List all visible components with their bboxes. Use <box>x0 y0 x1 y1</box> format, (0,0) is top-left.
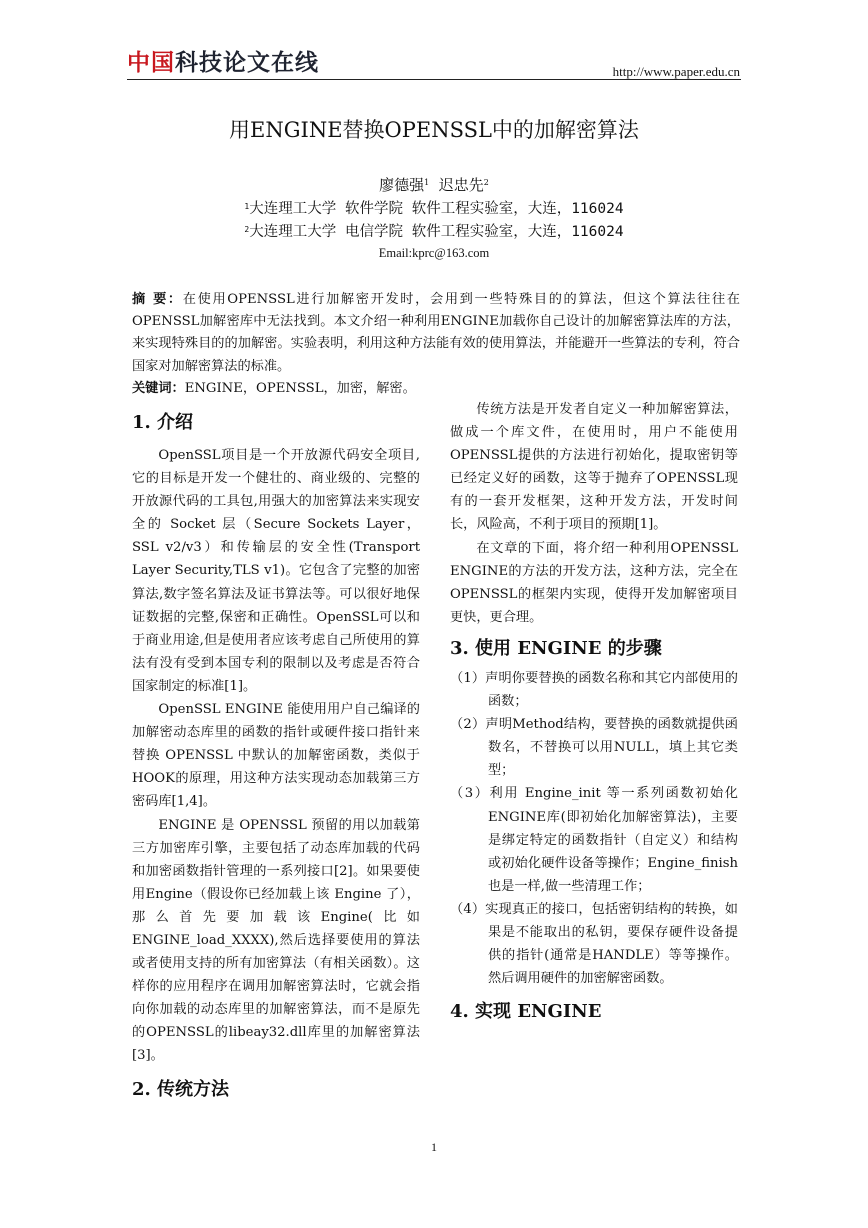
author-2-sup: 2 <box>483 178 489 187</box>
section-2-paragraph-2: 在文章的下面，将介绍一种利用OPENSSL ENGINE的方法的开发方法，这种方法，完全在OPENSSL的框架内实现，使得开发加解密项目更快，更合理。 <box>450 540 738 625</box>
site-logo <box>127 50 319 76</box>
page-number: 1 <box>431 1140 437 1154</box>
abstract-paragraph <box>132 289 740 378</box>
section-2-heading: 2. 传统方法 <box>132 1078 230 1100</box>
left-column <box>132 410 420 1103</box>
section-3-heading: 3. 使用 ENGINE 的步骤 <box>450 637 662 659</box>
header-rule <box>127 79 741 80</box>
section-4-heading: 4. 实现 ENGINE <box>450 1001 602 1023</box>
abstract-text: 在使用OPENSSL进行加解密开发时，会用到一些特殊目的的算法，但这个算法往往在OPENSSL加解密库中无法找到。本文介绍一种利用ENGINE加载你自己设计的加解密算法库的方法，来实现特殊目的的加解密。实验表明，利用这种方法能有效的使用算法，并能避开一些算法的专利，符合国家对加解密算法的标准。 <box>132 292 740 374</box>
author-1: 廖德强 <box>379 176 425 194</box>
header-url: http://www.paper.edu.cn <box>612 64 740 79</box>
engine-steps-list <box>450 667 738 990</box>
keywords-line <box>132 378 740 400</box>
keywords-text: ENGINE，OPENSSL，加密，解密。 <box>184 380 416 396</box>
list-item: （4）实现真正的接口，包括密钥结构的转换，如果是不能取出的私钥，要保存硬件设备提供的指针(通常是HANDLE）等等操作。然后调用硬件的加密解密函数。 <box>450 901 738 987</box>
abstract-label: 摘 要： <box>132 292 183 307</box>
author-1-sup: 1 <box>424 178 430 187</box>
affiliation-2-sup: 2 <box>244 225 250 234</box>
section-1-paragraph-2: OpenSSL ENGINE 能使用用户自己编译的加解密动态库里的函数的指针或硬件接口指针来替换 OPENSSL 中默认的加解密函数，类似于HOOK的原理，用这种方法实现动态加载第三方密码库[1,4]。 <box>132 702 420 810</box>
section-1-paragraph-1: OpenSSL项目是一个开放源代码安全项目,它的目标是开发一个健壮的、商业级的、完整的开放源代码的工具包,用强大的加密算法来实现安全的 Socket 层（Secure Sockets Layer，SSL v2/v3）和传输层的安全性(Transport Layer Security,TLS v1)。它包含了完整的加密算法,数字签名算法及证书算法等。可以很好地保证数据的完整,保密和正确性。OpenSSL可以和于商业用途,但是使用者应该考虑自己所使用的算法有没有受到本国专利的限制以及考虑是否符合国家制定的标准[1]。 <box>132 448 420 694</box>
affiliation-2-text: 大连理工大学 电信学院 软件工程实验室，大连，116024 <box>249 224 624 240</box>
author-2: 迟忠先 <box>438 176 484 194</box>
list-item: （1）声明你要替换的函数名称和其它内部使用的函数； <box>450 670 738 710</box>
author-email: Email:kprc@163.com <box>378 246 490 260</box>
section-2-paragraph-1: 传统方法是开发者自定义一种加解密算法，做成一个库文件，在使用时，用户不能使用OPENSSL提供的方法进行初始化，提取密钥等已经定义好的函数，这等于抛弃了OPENSSL现有的一套开发框架，这种开发方法，开发时间长，风险高，不利于项目的预期[1]。 <box>450 402 738 533</box>
list-item: （3）利用 Engine_init 等一系列函数初始化ENGINE库(即初始化加解密算法)，主要是绑定特定的函数指针（自定义）和结构或初始化硬件设备等操作；Engine_finish也是一样,做一些清理工作； <box>450 786 738 894</box>
abstract-block <box>132 289 740 400</box>
list-item: （2）声明Method结构，要替换的函数就提供函数名，不替换可以用NULL，填上其它类型； <box>450 717 738 779</box>
affiliation-1 <box>0 199 868 219</box>
keywords-label: 关键词： <box>132 380 185 396</box>
affiliation-2 <box>0 222 868 242</box>
affiliation-1-text: 大连理工大学 软件学院 软件工程实验室，大连，116024 <box>249 201 624 217</box>
logo-red-text: 中国 <box>127 50 175 76</box>
section-1-heading: 1. 介绍 <box>132 412 194 433</box>
affiliation-1-sup: 1 <box>244 202 250 211</box>
logo-dark-text: 科技论文在线 <box>175 50 319 76</box>
right-column <box>450 398 738 1025</box>
author-line <box>0 175 868 195</box>
section-1-paragraph-3: ENGINE 是 OPENSSL 预留的用以加载第三方加密库引擎，主要包括了动态库加载的代码和加密函数指针管理的一系列接口[2]。如果要使用Engine（假设你已经加载上该 Engine 了），那么首先要加载该Engine(比如ENGINE_load_XXXX),然后选择要使用的算法或者使用支持的所有加密算法（有相关函数）。这样你的应用程序在调用加解密算法时，它就会指向你加载的动态库里的加解密算法，而不是原先的OPENSSL的libeay32.dll库里的加解密算法[3]。 <box>132 817 420 1064</box>
paper-title: 用ENGINE替换OPENSSL中的加解密算法 <box>229 118 639 142</box>
